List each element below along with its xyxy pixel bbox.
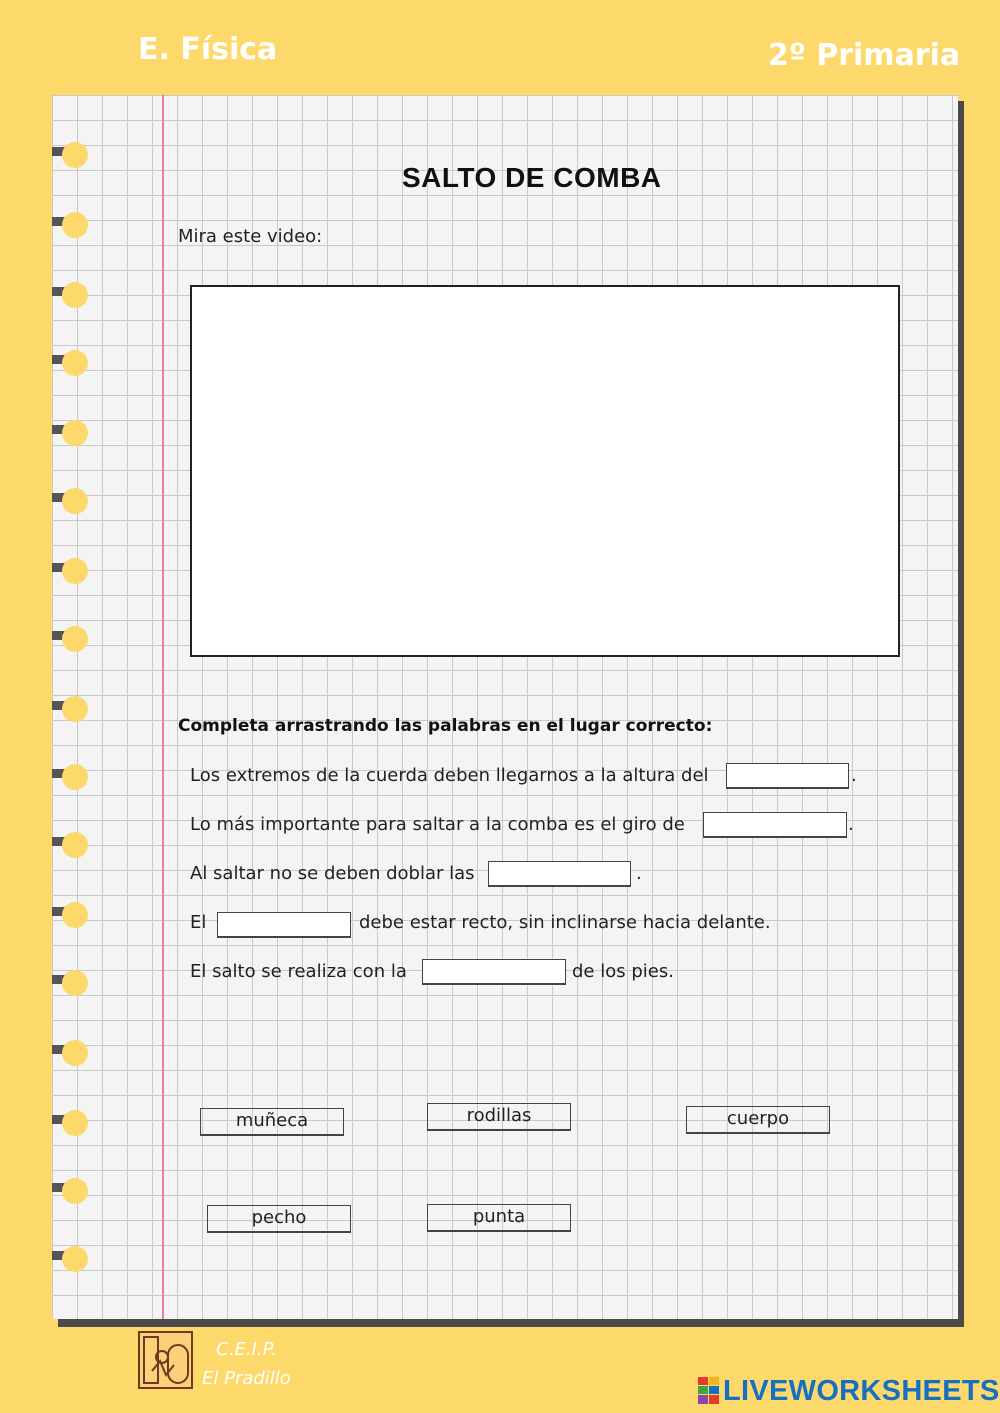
sentence-5-after: de los pies.	[572, 961, 674, 982]
drop-zone-5[interactable]	[422, 959, 566, 985]
school-line-2: El Pradillo	[202, 1368, 291, 1389]
sentence-1-after: .	[851, 765, 857, 786]
spiral-ring-icon	[52, 205, 102, 241]
liveworksheets-brand[interactable]	[698, 1375, 1000, 1407]
sentence-3-after: .	[636, 863, 642, 884]
liveworksheets-logo-icon	[698, 1377, 720, 1405]
drop-zone-1[interactable]	[726, 763, 849, 789]
spiral-ring-icon	[52, 343, 102, 379]
spiral-ring-icon	[52, 757, 102, 793]
drop-zone-2[interactable]	[703, 812, 847, 838]
spiral-ring-icon	[52, 895, 102, 931]
word-chip-punta[interactable]: punta	[427, 1204, 571, 1232]
spiral-ring-icon	[52, 619, 102, 655]
worksheet-title: SALTO DE COMBA	[402, 162, 662, 193]
spiral-ring-icon	[52, 551, 102, 587]
sentence-2-after: .	[848, 814, 854, 835]
sentence-2-before: Lo más importante para saltar a la comba es el giro de	[190, 814, 685, 835]
spiral-ring-icon	[52, 963, 102, 999]
word-chip-rodillas[interactable]: rodillas	[427, 1103, 571, 1131]
school-line-1: C.E.I.P.	[216, 1339, 277, 1360]
notebook-page	[52, 95, 958, 1319]
margin-line	[162, 95, 164, 1319]
word-chip-cuerpo[interactable]: cuerpo	[686, 1106, 830, 1134]
sentence-5-before: El salto se realiza con la	[190, 961, 407, 982]
spiral-ring-icon	[52, 689, 102, 725]
instruction-text: Completa arrastrando las palabras en el lugar correcto:	[178, 716, 713, 736]
spiral-ring-icon	[52, 1103, 102, 1139]
video-player[interactable]	[190, 285, 900, 657]
school-logo	[138, 1331, 193, 1389]
spiral-ring-icon	[52, 275, 102, 311]
school-name	[202, 1335, 291, 1393]
spiral-ring-icon	[52, 481, 102, 517]
brand-name: LIVEWORKSHEETS	[723, 1374, 1000, 1407]
word-chip-pecho[interactable]: pecho	[207, 1205, 351, 1233]
sentence-1-before: Los extremos de la cuerda deben llegarnos a la altura del	[190, 765, 709, 786]
intro-text: Mira este video:	[178, 226, 323, 247]
sentence-3-before: Al saltar no se deben doblar las	[190, 863, 475, 884]
spiral-ring-icon	[52, 413, 102, 449]
grade-label: 2º Primaria	[768, 38, 961, 73]
sentence-4-after: debe estar recto, sin inclinarse hacia delante.	[359, 912, 771, 933]
spiral-ring-icon	[52, 1239, 102, 1275]
spiral-ring-icon	[52, 825, 102, 861]
spiral-ring-icon	[52, 1033, 102, 1069]
sentence-4-before: El	[190, 912, 207, 933]
spiral-ring-icon	[52, 135, 102, 171]
spiral-ring-icon	[52, 1171, 102, 1207]
word-chip-muneca[interactable]: muñeca	[200, 1108, 344, 1136]
subject-label: E. Física	[138, 32, 278, 67]
drop-zone-4[interactable]	[217, 912, 351, 938]
drop-zone-3[interactable]	[488, 861, 631, 887]
